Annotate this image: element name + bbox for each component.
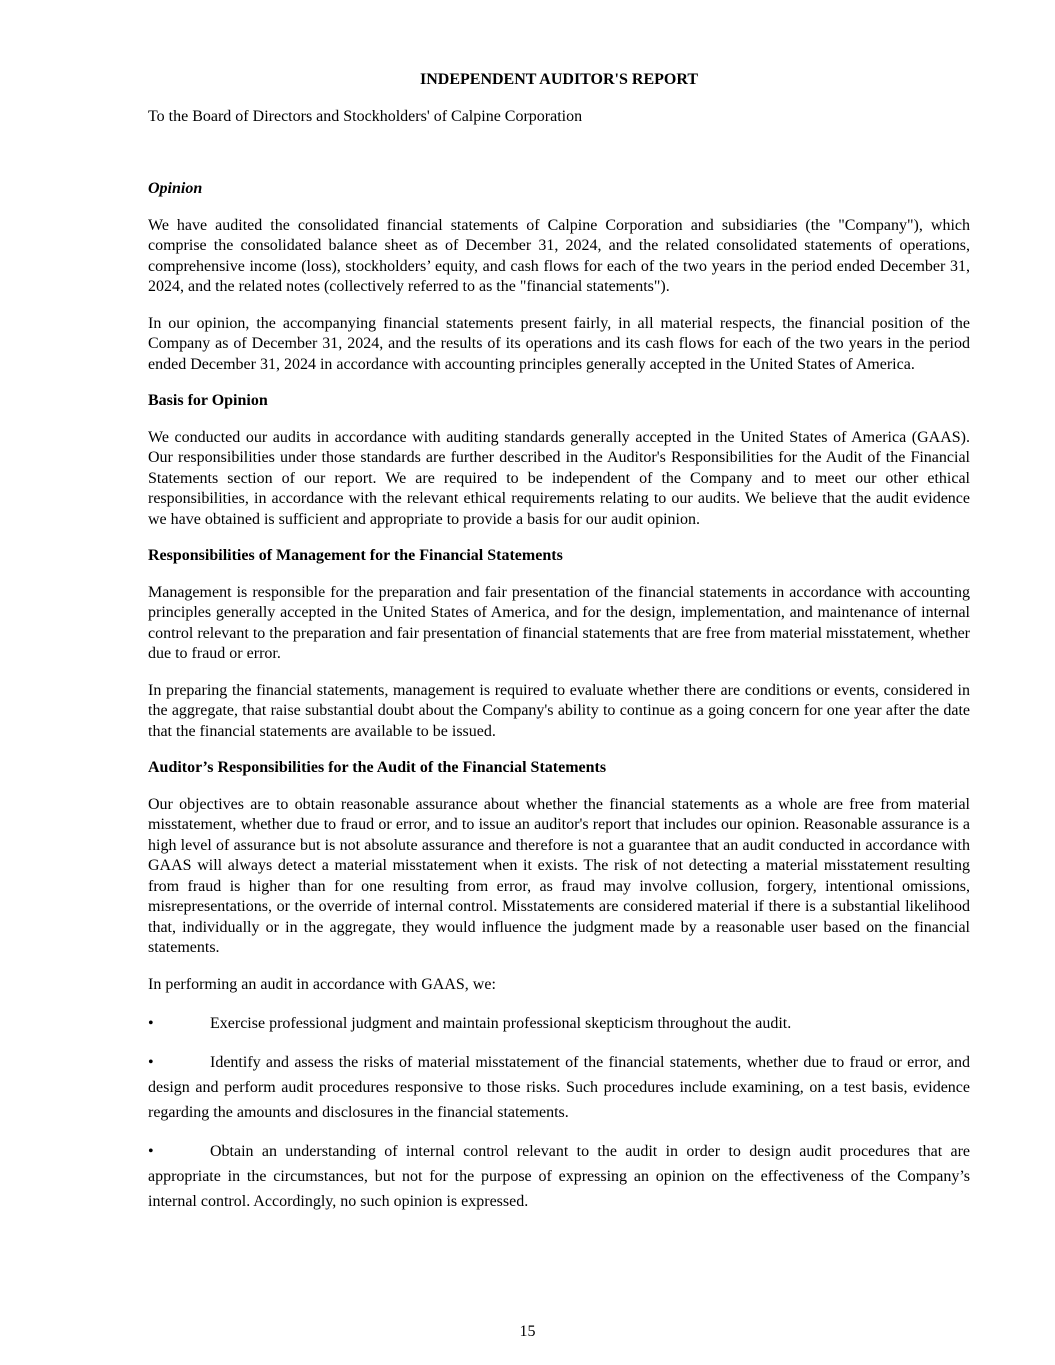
list-item — [148, 1139, 970, 1214]
auditor-heading: Auditor’s Responsibilities for the Audit of the Financial Statements — [148, 759, 607, 776]
bullet-text: Exercise professional judgment and maintain professional skepticism throughout the audit. — [210, 1015, 792, 1032]
document-page — [148, 70, 970, 1228]
list-item — [148, 1011, 970, 1036]
management-paragraph-1: Management is responsible for the preparation and fair presentation of the financial statements in accordance with accounting principles generally accepted in the United States of America, and for the design, implementation, and maintenance of internal control relevant to the preparation and fair presentation of financial statements that are free from material misstatement, whether due to fraud or error. — [148, 583, 970, 662]
bullet-icon: • — [148, 1054, 154, 1071]
basis-heading: Basis for Opinion — [148, 392, 268, 409]
opinion-paragraph-1: We have audited the consolidated financial statements of Calpine Corporation and subsidiaries (the "Company"), which comprise the consolidated balance sheet as of December 31, 2024, and the related consolidated statements of operations, comprehensive income (loss), stockholders’ equity, and cash flows for each of the two years in the period ended December 31, 2024, and the related notes (collectively referred to as the "financial statements"). — [148, 216, 970, 295]
bullet-text: Obtain an understanding of internal control relevant to the audit in order to design audit procedures that are appropriate in the circumstances, but not for the purpose of expressing an opinion on the effectiveness of the Company’s internal control. Accordingly, no such opinion is expressed. — [148, 1143, 970, 1210]
bullet-text: Identify and assess the risks of material misstatement of the financial statements, whether due to fraud or error, and design and perform audit procedures responsive to those risks. Such procedures include examining, on a test basis, evidence regarding the amounts and disclosures in the financial statements. — [148, 1054, 970, 1121]
report-addressee: To the Board of Directors and Stockholders' of Calpine Corporation — [148, 107, 583, 125]
page-number: 15 — [519, 1323, 536, 1340]
management-heading: Responsibilities of Management for the Financial Statements — [148, 547, 563, 564]
list-item — [148, 1050, 970, 1125]
bullet-icon: • — [148, 1015, 154, 1032]
bullet-icon: • — [148, 1143, 154, 1160]
basis-paragraph: We conducted our audits in accordance with auditing standards generally accepted in the United States of America (GAAS). Our responsibilities under those standards are further described in the Auditor's Responsibilities for the Audit of the Financial Statements section of our report. We are required to be independent of the Company and to meet our other ethical responsibilities, in accordance with the relevant ethical requirements relating to our audits. We believe that the audit evidence we have obtained is sufficient and appropriate to provide a basis for our audit opinion. — [148, 428, 970, 528]
opinion-heading: Opinion — [148, 180, 203, 197]
auditor-paragraph-1: Our objectives are to obtain reasonable assurance about whether the financial statements as a whole are free from material misstatement, whether due to fraud or error, and to issue an auditor's report that includes our opinion. Reasonable assurance is a high level of assurance but is not absolute assurance and therefore is not a guarantee that an audit conducted in accordance with GAAS will always detect a material misstatement when it exists. The risk of not detecting a material misstatement resulting from fraud is higher than for one resulting from error, as fraud may involve collusion, forgery, intentional omissions, misrepresentations, or the override of internal control. Misstatements are considered material if there is a substantial likelihood that, individually or in the aggregate, they would influence the judgment made by a reasonable user based on the financial statements. — [148, 795, 970, 956]
opinion-paragraph-2: In our opinion, the accompanying financial statements present fairly, in all material respects, the financial position of the Company as of December 31, 2024, and the results of its operations and its cash flows for each of the two years in the period ended December 31, 2024 in accordance with accounting principles generally accepted in the United States of America. — [148, 314, 970, 373]
management-paragraph-2: In preparing the financial statements, management is required to evaluate whether there are conditions or events, considered in the aggregate, that raise substantial doubt about the Company's ability to continue as a going concern for one year after the date that the financial statements are available to be issued. — [148, 681, 970, 740]
auditor-paragraph-2: In performing an audit in accordance with GAAS, we: — [148, 975, 496, 993]
report-title: INDEPENDENT AUDITOR'S REPORT — [419, 71, 698, 88]
